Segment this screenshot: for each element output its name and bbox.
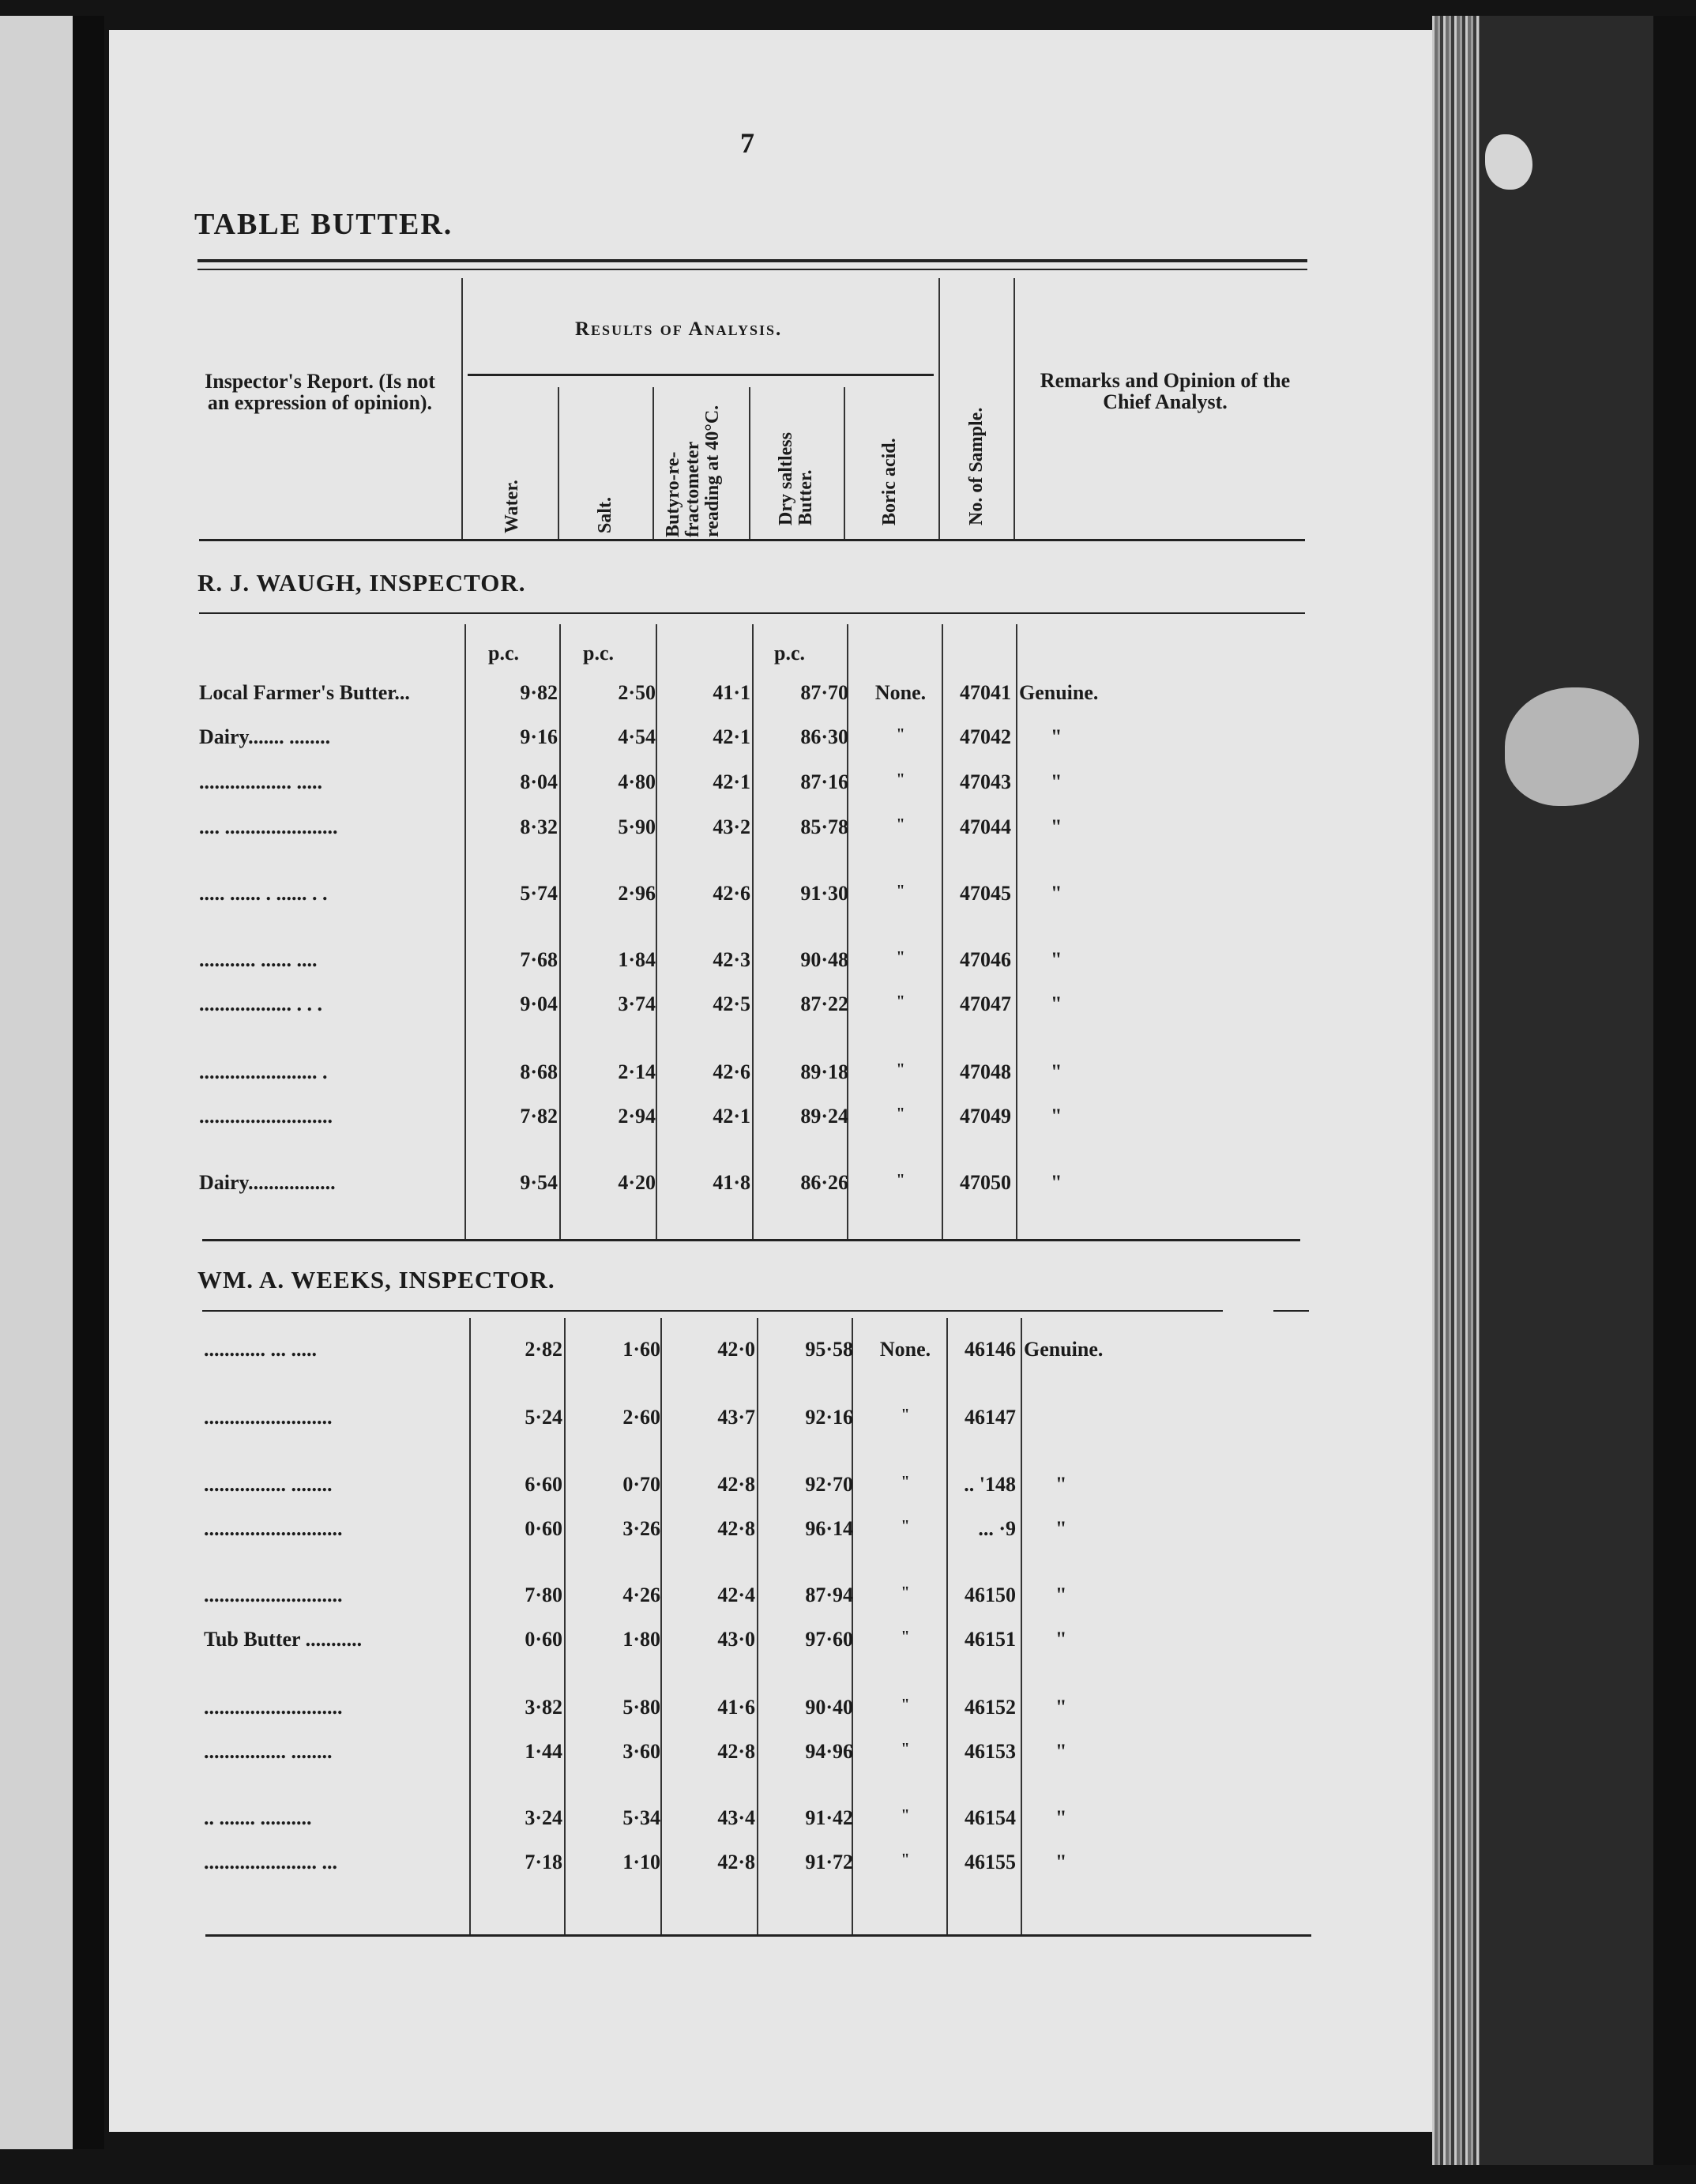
page-edges [1432, 16, 1480, 2165]
cell-sample: 47046 [960, 948, 1011, 971]
table-row [0, 882, 1343, 913]
cell-sample: 46155 [965, 1851, 1016, 1873]
cell-butyro: 42·0 [717, 1338, 755, 1361]
cell-salt: 2·50 [618, 681, 656, 704]
cell-label: ........................... [204, 1696, 343, 1719]
cell-salt: 0·70 [622, 1473, 660, 1496]
col-divider [558, 387, 559, 539]
cell-sample: 47045 [960, 882, 1011, 905]
cell-butyro: 43·2 [713, 815, 750, 838]
cell-label: Local Farmer's Butter... [199, 681, 410, 704]
cell-water: 9·16 [520, 725, 558, 748]
col-divider [559, 624, 561, 1241]
cell-remark: " [1051, 992, 1062, 1015]
cell-remark: " [1051, 725, 1062, 748]
cell-boric: " [896, 882, 905, 899]
top-rule-thin [197, 269, 1307, 270]
cell-salt: 4·54 [618, 725, 656, 748]
cell-label: .................. ..... [199, 770, 322, 793]
col-divider [844, 387, 845, 539]
cell-butyro: 42·1 [713, 770, 750, 793]
cell-dry: 85·78 [800, 815, 848, 838]
table-row [5, 1851, 1348, 1882]
table-row [0, 1105, 1343, 1136]
top-rule [197, 259, 1307, 262]
cell-label: ....................... . [199, 1060, 328, 1083]
cell-water: 5·24 [525, 1406, 562, 1429]
col-divider [942, 624, 943, 1241]
table-row [0, 948, 1343, 980]
cell-water: 0·60 [525, 1628, 562, 1651]
cell-boric: None. [879, 1338, 931, 1361]
cell-butyro: 42·6 [713, 1060, 750, 1083]
cell-boric: " [896, 992, 905, 1010]
cell-water: 7·80 [525, 1583, 562, 1606]
cell-salt: 2·60 [622, 1406, 660, 1429]
cell-salt: 5·80 [622, 1696, 660, 1719]
cell-water: 9·82 [520, 681, 558, 704]
book-cover-edge [1480, 16, 1653, 2165]
cell-remark: " [1055, 1517, 1067, 1540]
section-rule [202, 1310, 1223, 1312]
cell-label: ................ ........ [204, 1740, 333, 1763]
cell-boric: " [901, 1583, 910, 1601]
cell-remark: " [1051, 1060, 1062, 1083]
table-row [0, 815, 1343, 847]
header-results-of-analysis: Results of Analysis. [575, 318, 783, 340]
cell-boric: " [896, 1171, 905, 1188]
header-remarks: Remarks and Opinion of the Chief Analyst. [1040, 369, 1291, 414]
cell-butyro: 43·4 [717, 1806, 755, 1829]
cell-label: ..... ...... . ...... . . [199, 882, 328, 905]
cell-label: ........................... [204, 1517, 343, 1540]
col-divider [464, 624, 466, 1241]
cell-salt: 5·90 [618, 815, 656, 838]
cell-remark: " [1051, 948, 1062, 971]
table-row [0, 1060, 1343, 1092]
cell-butyro: 43·7 [717, 1406, 755, 1429]
cell-label: Dairy................. [199, 1171, 336, 1194]
cell-salt: 1·60 [622, 1338, 660, 1361]
inspector-heading-weeks: WM. A. WEEKS, INSPECTOR. [197, 1266, 555, 1293]
table-row [0, 992, 1343, 1024]
cell-water: 2·82 [525, 1338, 562, 1361]
cell-sample: 47042 [960, 725, 1011, 748]
cell-boric: " [896, 1105, 905, 1122]
col-divider [461, 278, 463, 539]
cell-dry: 87·22 [800, 992, 848, 1015]
cell-dry: 91·30 [800, 882, 848, 905]
page-title: TABLE BUTTER. [194, 208, 453, 241]
cell-remark: " [1055, 1473, 1067, 1496]
cell-boric: " [896, 770, 905, 788]
cell-water: 7·18 [525, 1851, 562, 1873]
cell-salt: 2·94 [618, 1105, 656, 1128]
table-row [5, 1517, 1348, 1549]
cell-boric: " [901, 1406, 910, 1423]
cell-salt: 3·60 [622, 1740, 660, 1763]
table-row [5, 1806, 1348, 1838]
cell-sample: 47049 [960, 1105, 1011, 1128]
cell-salt: 3·74 [618, 992, 656, 1015]
cell-sample: 47041 [960, 681, 1011, 704]
section-rule [1273, 1310, 1309, 1312]
cell-dry: 90·48 [800, 948, 848, 971]
cell-boric: " [901, 1696, 910, 1713]
cell-boric: " [896, 1060, 905, 1078]
cell-boric: " [896, 948, 905, 966]
cell-label: ............ ... ..... [204, 1338, 317, 1361]
table-row [5, 1583, 1348, 1615]
background [1653, 16, 1696, 2165]
cell-sample: 46154 [965, 1806, 1016, 1829]
cell-salt: 4·20 [618, 1171, 656, 1194]
cell-butyro: 42·3 [713, 948, 750, 971]
cell-sample: 47044 [960, 815, 1011, 838]
cell-salt: 1·80 [622, 1628, 660, 1651]
cell-butyro: 41·6 [717, 1696, 755, 1719]
table-row [5, 1473, 1348, 1504]
cell-butyro: 43·0 [717, 1628, 755, 1651]
cell-sample: 47050 [960, 1171, 1011, 1194]
cell-label: ........... ...... .... [199, 948, 318, 971]
cell-water: 0·60 [525, 1517, 562, 1540]
cell-water: 1·44 [525, 1740, 562, 1763]
cell-sample: 47048 [960, 1060, 1011, 1083]
col-divider [652, 387, 654, 539]
cell-remark: Genuine. [1019, 681, 1099, 704]
cell-water: 5·74 [520, 882, 558, 905]
cell-label: .................. . . . [199, 992, 322, 1015]
cell-water: 8·04 [520, 770, 558, 793]
cell-label: .... ...................... [199, 815, 338, 838]
col-divider [1016, 624, 1017, 1241]
header-dry-saltless: Dry saltless Butter. [776, 432, 817, 525]
cell-label: Dairy....... ........ [199, 725, 331, 748]
cell-water: 7·82 [520, 1105, 558, 1128]
cell-dry: 87·94 [805, 1583, 853, 1606]
col-divider [938, 278, 940, 539]
cell-sample: 47047 [960, 992, 1011, 1015]
cell-label: ........................... [204, 1583, 343, 1606]
cell-butyro: 42·5 [713, 992, 750, 1015]
unit-salt: p.c. [583, 642, 614, 665]
cell-butyro: 42·6 [713, 882, 750, 905]
cell-dry: 91·42 [805, 1806, 853, 1829]
cell-water: 6·60 [525, 1473, 562, 1496]
col-divider [656, 624, 657, 1241]
cell-dry: 97·60 [805, 1628, 853, 1651]
cell-remark: " [1051, 882, 1062, 905]
header-inspector-report: Inspector's Report. (Is not an expression of opinion). [205, 370, 435, 414]
cell-label: ......................... [204, 1406, 333, 1429]
cell-salt: 2·14 [618, 1060, 656, 1083]
cell-boric: None. [874, 681, 927, 704]
cell-remark: Genuine. [1024, 1338, 1104, 1361]
cell-boric: " [901, 1628, 910, 1645]
cell-butyro: 41·8 [713, 1171, 750, 1194]
header-boric-acid: Boric acid. [879, 438, 900, 525]
cell-sample: 46153 [965, 1740, 1016, 1763]
cell-dry: 91·72 [805, 1851, 853, 1873]
cell-remark: " [1055, 1740, 1067, 1763]
cell-sample: 46150 [965, 1583, 1016, 1606]
header-salt: Salt. [595, 496, 615, 533]
header-butyro: Butyro-re-fractometer reading at 40°C. [663, 405, 724, 537]
cell-remark: " [1055, 1806, 1067, 1829]
cell-remark: " [1051, 815, 1062, 838]
cell-dry: 90·40 [805, 1696, 853, 1719]
cell-boric: " [901, 1473, 910, 1490]
cell-butyro: 42·8 [717, 1740, 755, 1763]
table-bottom-rule [205, 1934, 1311, 1937]
cell-label: Tub Butter ........... [204, 1628, 363, 1651]
cell-remark: " [1051, 1171, 1062, 1194]
cell-remark: " [1055, 1583, 1067, 1606]
header-water: Water. [502, 480, 522, 533]
cell-butyro: 42·1 [713, 1105, 750, 1128]
cell-dry: 92·70 [805, 1473, 853, 1496]
section-rule [199, 612, 1305, 614]
section-end-rule [202, 1239, 1300, 1241]
table-row [0, 1171, 1343, 1203]
table-row [5, 1628, 1348, 1659]
cell-remark: " [1055, 1628, 1067, 1651]
cell-water: 8·32 [520, 815, 558, 838]
header-no-of-sample: No. of Sample. [966, 407, 987, 525]
cell-salt: 5·34 [622, 1806, 660, 1829]
cell-remark: " [1055, 1851, 1067, 1873]
cell-water: 9·54 [520, 1171, 558, 1194]
cell-sample: 46146 [965, 1338, 1016, 1361]
table-row [5, 1696, 1348, 1727]
cell-sample: .. '148 [964, 1473, 1016, 1496]
cell-sample: 46152 [965, 1696, 1016, 1719]
cell-dry: 94·96 [805, 1740, 853, 1763]
cell-remark: " [1051, 770, 1062, 793]
cell-dry: 86·30 [800, 725, 848, 748]
cell-salt: 4·26 [622, 1583, 660, 1606]
cell-dry: 89·18 [800, 1060, 848, 1083]
table-row [0, 725, 1343, 757]
cell-dry: 87·16 [800, 770, 848, 793]
cell-butyro: 42·4 [717, 1583, 755, 1606]
header-bottom-rule [199, 539, 1305, 541]
cell-sample: 46147 [965, 1406, 1016, 1429]
col-divider [847, 624, 848, 1241]
table-row [0, 770, 1343, 802]
cell-label: ................ ........ [204, 1473, 333, 1496]
cell-dry: 92·16 [805, 1406, 853, 1429]
cell-dry: 87·70 [800, 681, 848, 704]
cell-water: 9·04 [520, 992, 558, 1015]
table-row [5, 1740, 1348, 1772]
cell-butyro: 42·8 [717, 1517, 755, 1540]
cell-butyro: 42·8 [717, 1473, 755, 1496]
cell-butyro: 41·1 [713, 681, 750, 704]
cell-boric: " [896, 815, 905, 833]
cell-remark: " [1051, 1105, 1062, 1128]
cell-salt: 1·10 [622, 1851, 660, 1873]
col-divider [749, 387, 750, 539]
cell-butyro: 42·8 [717, 1851, 755, 1873]
cell-sample: 46151 [965, 1628, 1016, 1651]
cell-dry: 95·58 [805, 1338, 853, 1361]
col-divider [752, 624, 754, 1241]
table-row [5, 1406, 1348, 1437]
cell-boric: " [901, 1517, 910, 1534]
cell-salt: 2·96 [618, 882, 656, 905]
cell-label: .......................... [199, 1105, 333, 1128]
cell-water: 3·24 [525, 1806, 562, 1829]
cell-salt: 3·26 [622, 1517, 660, 1540]
cell-sample: ... ·9 [978, 1517, 1016, 1540]
cell-boric: " [901, 1740, 910, 1757]
cell-boric: " [896, 725, 905, 743]
cell-boric: " [901, 1851, 910, 1868]
col-divider [1013, 278, 1015, 539]
cell-dry: 89·24 [800, 1105, 848, 1128]
table-row [0, 681, 1343, 713]
cell-label: ...................... ... [204, 1851, 337, 1873]
cell-label: .. ....... .......... [204, 1806, 312, 1829]
unit-water: p.c. [488, 642, 519, 665]
cell-dry: 86·26 [800, 1171, 848, 1194]
cell-salt: 4·80 [618, 770, 656, 793]
table-row [5, 1338, 1348, 1369]
cell-water: 7·68 [520, 948, 558, 971]
cell-water: 3·82 [525, 1696, 562, 1719]
unit-dry: p.c. [774, 642, 805, 665]
inspector-heading-waugh: R. J. WAUGH, INSPECTOR. [197, 569, 526, 597]
cell-sample: 47043 [960, 770, 1011, 793]
cell-water: 8·68 [520, 1060, 558, 1083]
cell-boric: " [901, 1806, 910, 1824]
cell-salt: 1·84 [618, 948, 656, 971]
cell-dry: 96·14 [805, 1517, 853, 1540]
page-number: 7 [740, 127, 754, 159]
cell-butyro: 42·1 [713, 725, 750, 748]
cell-remark: " [1055, 1696, 1067, 1719]
